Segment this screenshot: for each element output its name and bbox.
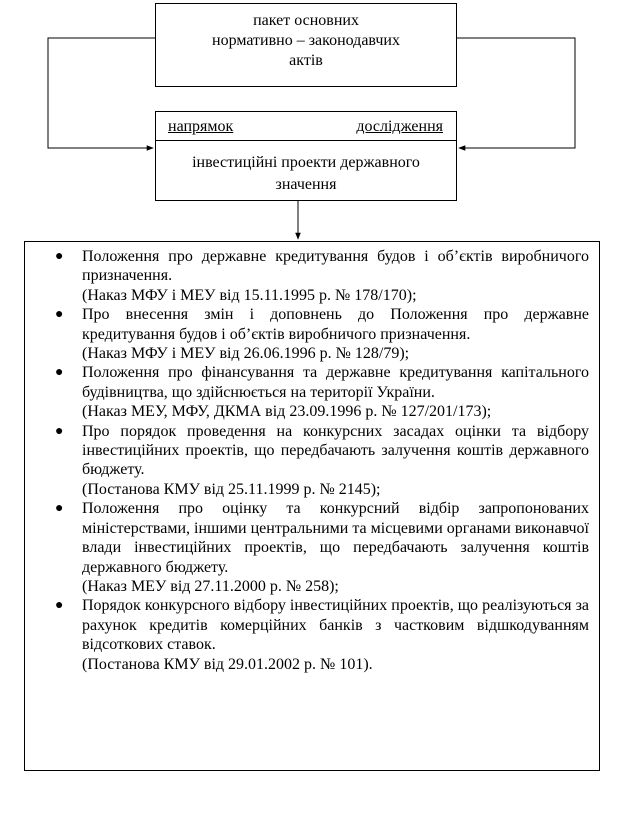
- document-reference: (Постанова КМУ від 25.11.1999 р. № 2145);: [82, 480, 381, 498]
- document-reference: (Наказ МЕУ від 27.11.2000 р. № 258);: [82, 577, 339, 595]
- regulatory-documents-box: [24, 241, 600, 771]
- research-direction-body: [156, 152, 456, 196]
- bullet-icon: ●: [55, 307, 64, 323]
- left-feedback-arrow: [48, 38, 155, 148]
- bullet-icon: ●: [55, 423, 64, 439]
- list-item: [25, 305, 599, 363]
- research-direction-box: [155, 111, 457, 201]
- mid-body-line-2: значення: [275, 176, 337, 193]
- header-right-label: дослідження: [356, 118, 443, 135]
- document-title: Порядок конкурсного відбору інвестиційних проектів, що реалізуються за рахунок кредитів комерційних банків з частковим відшкодуванням відсоткових ставок.: [82, 597, 589, 654]
- bullet-icon: ●: [55, 365, 64, 381]
- document-reference: (Постанова КМУ від 29.01.2002 р. № 101).: [82, 655, 373, 673]
- legislative-package-box: [155, 3, 457, 87]
- bullet-icon: ●: [55, 598, 64, 614]
- right-feedback-arrow: [457, 38, 575, 148]
- top-box-line-1: пакет основних: [253, 12, 359, 29]
- top-box-line-2: нормативно – законодавчих: [212, 32, 400, 49]
- document-title: Положення про фінансування та державне кредитування капітального будівництва, що здійснюється на території України.: [82, 364, 589, 401]
- documents-list: [25, 247, 599, 674]
- research-direction-header: [156, 112, 456, 141]
- document-title: Положення про державне кредитування будов і об’єктів виробничого призначення.: [82, 248, 589, 285]
- bullet-icon: ●: [55, 501, 64, 517]
- document-reference: (Наказ МФУ і МЕУ від 15.11.1995 р. № 178/170);: [82, 286, 417, 304]
- list-item: [25, 363, 599, 421]
- top-box-line-3: актів: [289, 52, 323, 69]
- list-item: [25, 422, 599, 500]
- document-title: Про порядок проведення на конкурсних засадах оцінки та відбору інвестиційних проектів, що передбачають залучення коштів державного бюджету.: [82, 422, 589, 479]
- header-left-label: напрямок: [168, 118, 234, 135]
- list-item: [25, 596, 599, 674]
- document-title: Положення про оцінку та конкурсний відбір запропонованих міністерствами, іншими центральними та місцевими органами виконавчої влади інвестиційних проектів, що передбачають залучення коштів державного бюджету.: [82, 500, 589, 576]
- mid-body-line-1: інвестиційні проекти державного: [192, 154, 420, 171]
- document-reference: (Наказ МЕУ, МФУ, ДКМА від 23.09.1996 р. № 127/201/173);: [82, 403, 492, 421]
- list-item: [25, 499, 599, 596]
- document-title: Про внесення змін і доповнень до Положення про державне кредитування будов і об’єктів виробничого призначення.: [82, 306, 589, 343]
- bullet-icon: ●: [55, 249, 64, 264]
- document-reference: (Наказ МФУ і МЕУ від 26.06.1996 р. № 128/79);: [82, 345, 410, 363]
- list-item: [25, 247, 599, 305]
